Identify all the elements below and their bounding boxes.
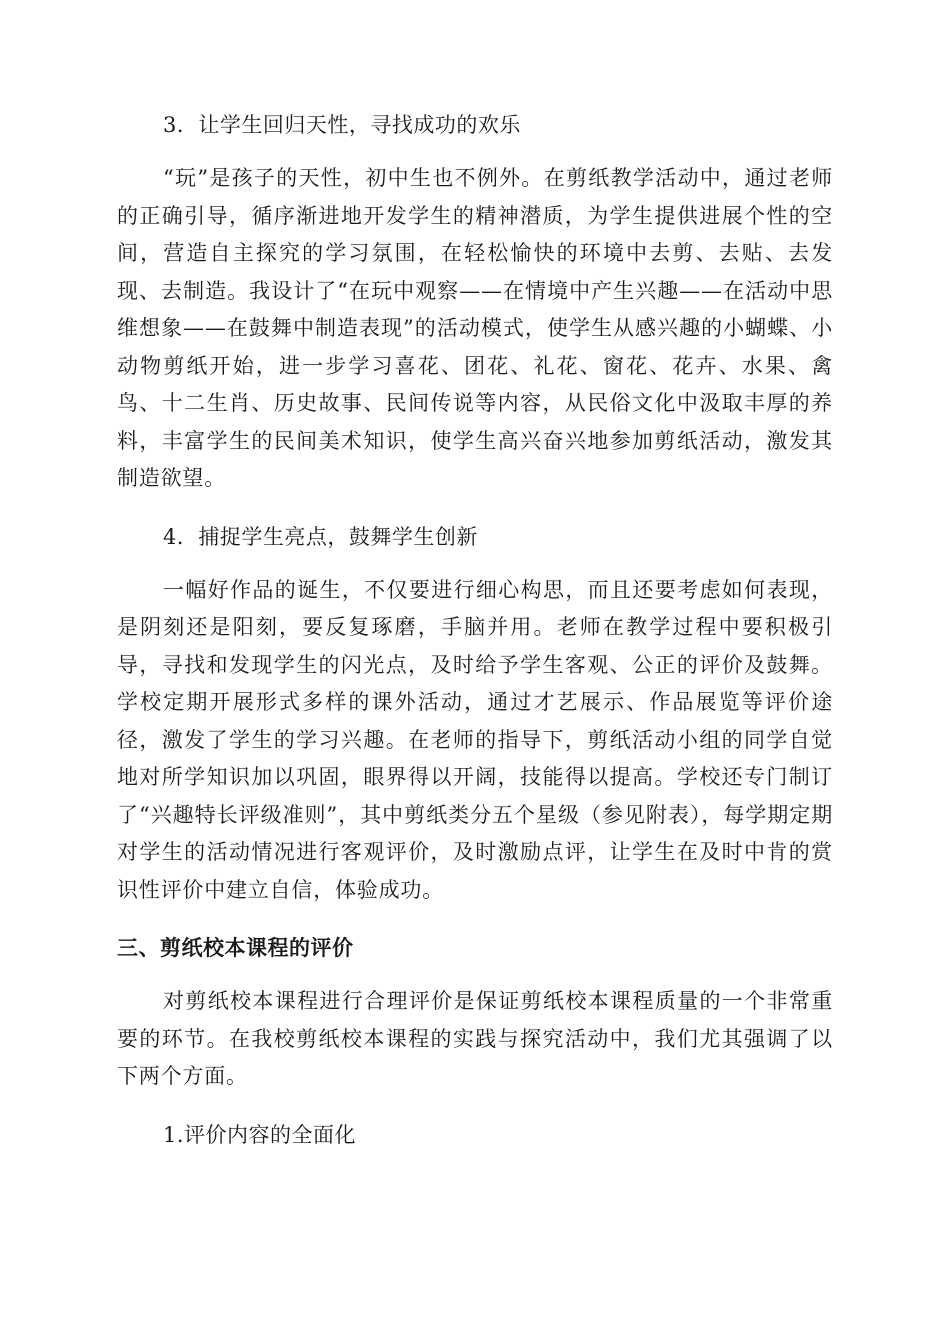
subheading-1: 1.评价内容的全面化 <box>163 1122 357 1147</box>
paragraph-play-nature: “玩”是孩子的天性，初中生也不例外。在剪纸教学活动中，通过老师的正确引导，循序渐进地开发学生的精神潜质，为学生提供进展个性的空间，营造自主探究的学习氛围，在轻松愉快的环境中去剪、去贴、去发现、去制造。我设计了“在玩中观察——在情境中产生兴趣——在活动中思维想象——在鼓舞中制造表现”的活动模式，使学生从感兴趣的小蝴蝶、小动物剪纸开始，进一步学习喜花、团花、礼花、窗花、花卉、水果、禽鸟、十二生肖、历史故事、民间传说等内容，从民俗文化中汲取丰厚的养料，丰富学生的民间美术知识，使学生高兴奋兴地参加剪纸活动，激发其制造欲望。 <box>117 166 833 490</box>
subheading-4: 4．捕捉学生亮点，鼓舞学生创新 <box>163 524 478 549</box>
paragraph-evaluation-intro: 对剪纸校本课程进行合理评价是保证剪纸校本课程质量的一个非常重要的环节。在我校剪纸校本课程的实践与探究活动中，我们尤其强调了以下两个方面。 <box>117 989 833 1088</box>
document-page <box>117 108 833 1152</box>
subheading-3: 3．让学生回归天性，寻找成功的欢乐 <box>163 113 521 137</box>
section-heading-evaluation: 三、剪纸校本课程的评价 <box>117 936 354 960</box>
paragraph-student-highlights: 一幅好作品的诞生，不仅要进行细心构思，而且还要考虑如何表现，是阴刻还是阳刻，要反复琢磨，手脑并用。老师在教学过程中要积极引导，寻找和发现学生的闪光点，及时给予学生客观、公正的评价及鼓舞。学校定期开展形式多样的课外活动，通过才艺展示、作品展览等评价途径，激发了学生的学习兴趣。在老师的指导下，剪纸活动小组的同学自觉地对所学知识加以巩固，眼界得以开阔，技能得以提高。学校还专门制订了“兴趣特长评级准则”，其中剪纸类分五个星级（参见附表），每学期定期对学生的活动情况进行客观评价，及时激励点评，让学生在及时中肯的赏识性评价中建立自信，体验成功。 <box>117 577 833 902</box>
